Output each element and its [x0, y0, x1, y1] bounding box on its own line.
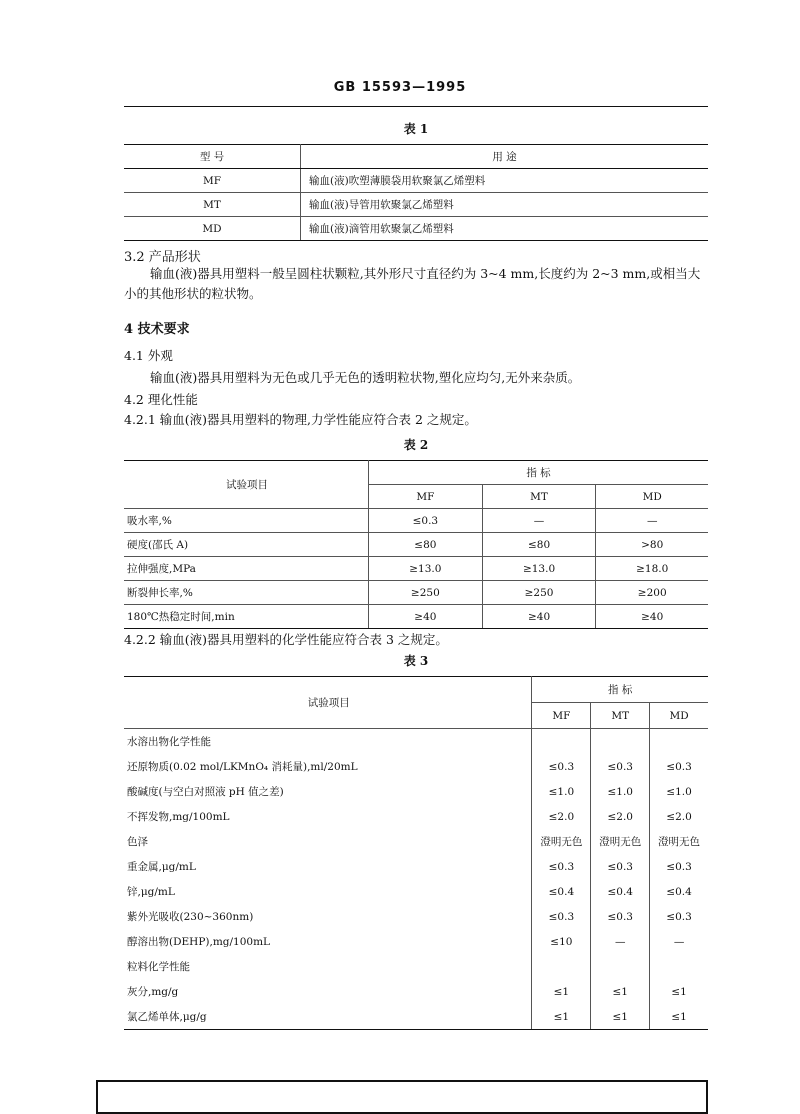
- table2-col-md: MD: [596, 485, 708, 509]
- table2: [124, 460, 708, 629]
- table2-value: ≥200: [596, 581, 708, 605]
- document-header: GB 15593—1995: [333, 80, 467, 95]
- table3-value: [650, 954, 708, 979]
- table-row: [124, 929, 708, 954]
- table3-value: ≤10: [532, 929, 591, 954]
- table3-value: [591, 954, 650, 979]
- table-row: [124, 904, 708, 929]
- table-row: [124, 533, 708, 557]
- table3-value: ≤1: [671, 985, 687, 998]
- table3-col-item: 试验项目: [124, 677, 532, 729]
- table2-value: ≥13.0: [369, 557, 483, 581]
- table3-value: ≤1: [650, 1004, 708, 1030]
- table2-col-item: 试验项目: [124, 461, 369, 509]
- bottom-frame: [96, 1080, 708, 1114]
- table1-col-type: 型 号: [124, 145, 301, 169]
- section-3-2-text: 输血(液)器具用塑料一般呈圆柱状颗粒,其外形尺寸直径约为 3~4 mm,长度约为 2~3 mm,或相当大小的其他形状的粒状物。: [124, 266, 701, 301]
- table3-value: ≤2.0: [666, 810, 692, 823]
- table2-value: ≥250: [482, 581, 596, 605]
- table3-col-index: 指 标: [532, 677, 708, 703]
- table3-item: 色泽: [124, 829, 532, 854]
- table-row: [124, 193, 708, 217]
- table3-item: 灰分,mg/g: [124, 979, 532, 1004]
- table3-value: ≤1: [591, 1004, 650, 1030]
- table1: [124, 144, 708, 241]
- table-row: [124, 605, 708, 629]
- table3-value: 澄明无色: [591, 829, 650, 854]
- table3-value: 澄明无色: [658, 836, 701, 848]
- table3-value: ≤0.3: [591, 904, 650, 929]
- table3-value: —: [591, 929, 650, 954]
- table2-value: ≥250: [369, 581, 483, 605]
- table3: [124, 676, 708, 1030]
- section-4-2-heading: 4.2 理化性能: [124, 392, 198, 407]
- table3-value: ≤1: [532, 979, 591, 1004]
- table-row: [124, 979, 708, 1004]
- table1-type: MT: [124, 193, 301, 217]
- table3-value: ≤2.0: [532, 804, 591, 829]
- table3-item: 重金属,μg/mL: [124, 854, 532, 879]
- table-row: [124, 829, 708, 854]
- section-4-1-heading: 4.1 外观: [124, 348, 173, 363]
- table3-item: 粒料化学性能: [124, 954, 532, 979]
- section-4-1-text: 输血(液)器具用塑料为无色或几乎无色的透明粒状物,塑化应均匀,无外来杂质。: [150, 370, 581, 385]
- table3-value: ≤0.3: [666, 760, 692, 773]
- table1-type: MD: [124, 217, 301, 241]
- table3-value: ≤1.0: [666, 785, 692, 798]
- table1-use: 输血(液)滴管用软聚氯乙烯塑料: [301, 217, 709, 241]
- section-4-2-2-text: 4.2.2 输血(液)器具用塑料的化学性能应符合表 3 之规定。: [124, 632, 448, 647]
- table3-item: 锌,μg/mL: [124, 879, 532, 904]
- table2-caption: 表 2: [403, 438, 429, 452]
- table3-value: ≤0.3: [532, 754, 591, 779]
- table-row: [124, 557, 708, 581]
- table2-item: 吸水率,%: [124, 509, 369, 533]
- table2-value: ≤0.3: [369, 509, 483, 533]
- table3-value: ≤0.4: [532, 879, 591, 904]
- table2-value: ≥40: [596, 605, 708, 629]
- table3-item: 水溶出物化学性能: [124, 729, 532, 755]
- table3-value: ≤2.0: [591, 804, 650, 829]
- table3-value: [532, 729, 591, 755]
- table2-value: ≤80: [369, 533, 483, 557]
- section-4-2-1-text: 4.2.1 输血(液)器具用塑料的物理,力学性能应符合表 2 之规定。: [124, 412, 477, 427]
- table1-use: 输血(液)吹塑薄膜袋用软聚氯乙烯塑料: [301, 169, 709, 193]
- table2-col-mf: MF: [369, 485, 483, 509]
- table2-value: ≥40: [482, 605, 596, 629]
- table3-item: 不挥发物,mg/100mL: [124, 804, 532, 829]
- table3-value: ≤0.4: [666, 885, 692, 898]
- table2-value: >80: [596, 533, 708, 557]
- table3-item: 氯乙烯单体,μg/g: [124, 1004, 532, 1030]
- table2-value: ≤80: [482, 533, 596, 557]
- table3-value: ≤0.3: [591, 754, 650, 779]
- table3-item: 还原物质(0.02 mol/LKMnO₄ 消耗量),ml/20mL: [124, 754, 532, 779]
- table1-col-use: 用 途: [301, 145, 709, 169]
- table3-value: ≤0.4: [591, 879, 650, 904]
- table-row: [124, 804, 708, 829]
- table-row: [124, 854, 708, 879]
- header-rule: [124, 106, 708, 107]
- section-3-2-heading: 3.2 产品形状: [124, 250, 201, 265]
- table-row: [124, 954, 708, 979]
- table3-value: [532, 954, 591, 979]
- table3-item: 酸碱度(与空白对照液 pH 值之差): [124, 779, 532, 804]
- table1-use: 输血(液)导管用软聚氯乙烯塑料: [301, 193, 709, 217]
- table1-type: MF: [124, 169, 301, 193]
- table3-value: ≤0.3: [666, 910, 692, 923]
- table3-value: ≤1: [591, 979, 650, 1004]
- table-row: [124, 217, 708, 241]
- table3-value: ≤1: [532, 1004, 591, 1030]
- table2-value: ≥18.0: [596, 557, 708, 581]
- table3-value: [650, 729, 708, 755]
- table3-value: ≤0.3: [532, 904, 591, 929]
- table3-value: [591, 729, 650, 755]
- table-row: [124, 779, 708, 804]
- table3-value: ≤0.3: [532, 854, 591, 879]
- table3-value: 澄明无色: [532, 829, 591, 854]
- table3-value: ≤0.3: [666, 860, 692, 873]
- table2-item: 断裂伸长率,%: [124, 581, 369, 605]
- table2-value: —: [596, 509, 708, 533]
- table2-value: ≥40: [369, 605, 483, 629]
- table3-caption: 表 3: [403, 654, 429, 668]
- table3-value: ≤1.0: [591, 779, 650, 804]
- table2-col-index: 指 标: [369, 461, 709, 485]
- table2-item: 硬度(邵氏 A): [124, 533, 369, 557]
- table2-col-mt: MT: [482, 485, 596, 509]
- table2-item: 拉伸强度,MPa: [124, 557, 369, 581]
- table-row: [124, 729, 708, 755]
- table3-value: —: [673, 935, 685, 948]
- table-row: [124, 169, 708, 193]
- table2-value: ≥13.0: [482, 557, 596, 581]
- table-row: [124, 754, 708, 779]
- table-row: [124, 1004, 708, 1030]
- section-4-heading: 4 技术要求: [124, 322, 190, 337]
- table2-item: 180℃热稳定时间,min: [124, 605, 369, 629]
- table-row: [124, 581, 708, 605]
- table3-col-md: MD: [650, 703, 708, 729]
- table-row: [124, 509, 708, 533]
- table-row: [124, 879, 708, 904]
- table3-item: 醇溶出物(DEHP),mg/100mL: [124, 929, 532, 954]
- table2-value: —: [482, 509, 596, 533]
- table3-value: ≤0.3: [591, 854, 650, 879]
- table1-caption: 表 1: [403, 122, 429, 136]
- table3-col-mf: MF: [532, 703, 591, 729]
- table3-value: ≤1.0: [532, 779, 591, 804]
- table3-col-mt: MT: [591, 703, 650, 729]
- table3-item: 紫外光吸收(230~360nm): [124, 904, 532, 929]
